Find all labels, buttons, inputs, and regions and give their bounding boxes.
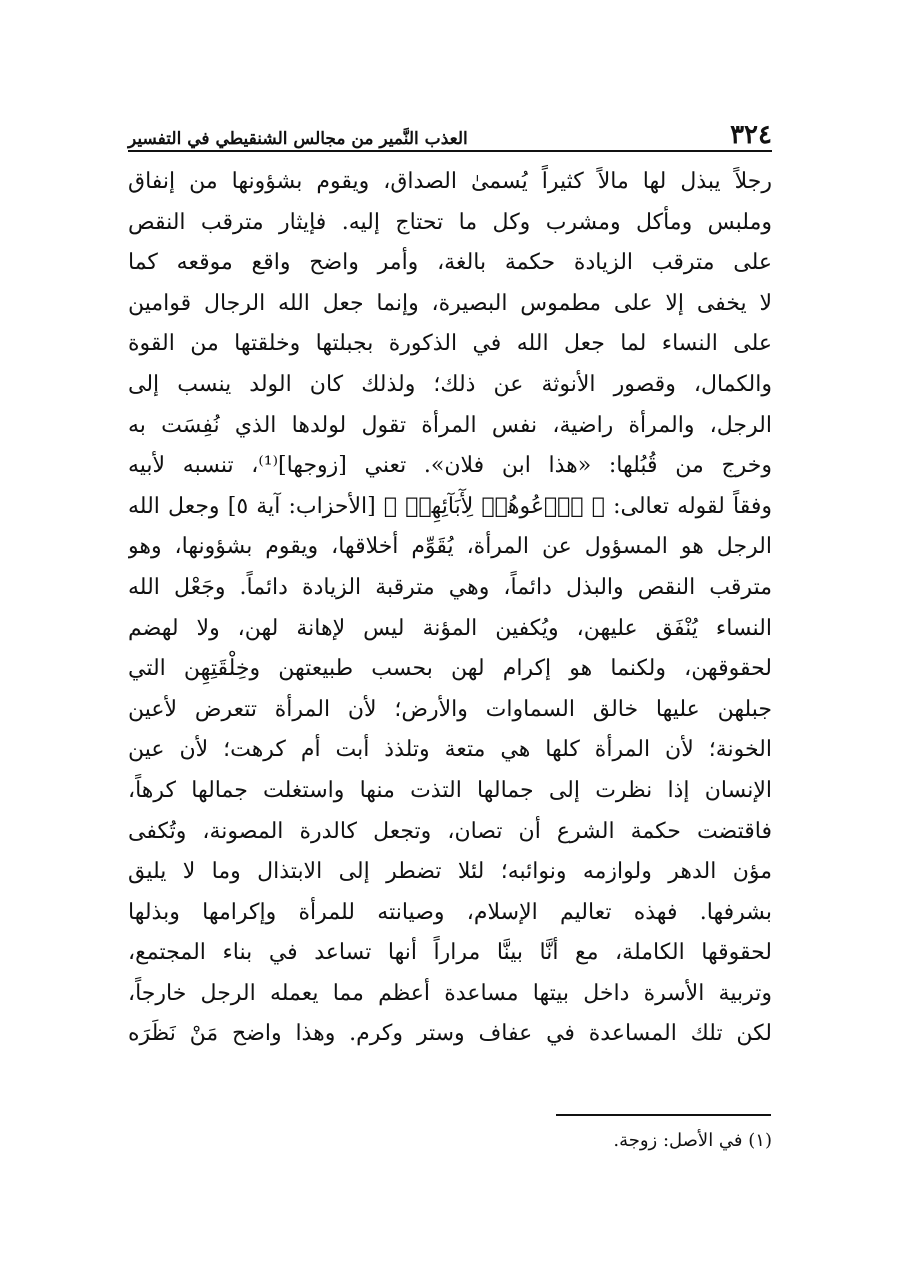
text-line: لا يخفى إلا على مطموس البصيرة، وإنما جعل الله الرجال قوامين: [128, 290, 772, 316]
text-line: لحقوقها الكاملة، مع أنَّا بينَّا مراراً أنها تساعد في بناء المجتمع،: [128, 940, 772, 966]
footnote-marker: (١): [748, 1130, 772, 1151]
text-line: لكن تلك المساعدة في عفاف وستر وكرم. وهذا واضح مَنْ نَظَرَه: [128, 1021, 772, 1047]
text-line: لحقوقهن، ولكنما هو إكرام لهن بحسب طبيعتهن وخِلْقَتِهِن التي: [128, 656, 772, 682]
text-line: وخرج من قُبُلها: «هذا ابن فلان». تعني [زوجها]⁽¹⁾، تنسبه لأبيه: [128, 453, 772, 479]
text-line: وملبس ومأكل ومشرب وكل ما تحتاج إليه. فإيثار مترقب النقص: [128, 209, 772, 235]
text-line: فاقتضت حكمة الشرع أن تصان، وتجعل كالدرة المصونة، وتُكفى: [128, 818, 772, 844]
text-line: رجلاً يبذل لها مالاً كثيراً يُسمىٰ الصداق، ويقوم بشؤونها من إنفاق: [128, 169, 772, 194]
text-line: على النساء لما جعل الله في الذكورة بجبلتها وخلقتها من القوة: [128, 331, 772, 357]
running-title: العذب النَّمير من مجالس الشنقيطي في التفسير: [128, 129, 468, 149]
text-line: وفقاً لقوله تعالى: ﴿ ٱدۡعُوهُمۡ لِأٓبَآئِهِمۡ ﴾ [الأحزاب: آية ٥] وجعل الله: [128, 493, 772, 519]
text-line: وتربية الأسرة داخل بيتها مساعدة أعظم مما يعمله الرجل خارجاً،: [128, 980, 772, 1006]
header-rule: [128, 150, 772, 152]
text-line: النساء يُنْفَق عليهن، ويُكفين المؤنة ليس لإهانة لهن، ولا لهضم: [128, 615, 772, 641]
text-line: على مترقب الزيادة حكمة بالغة، وأمر واضح واقع موقعه كما: [128, 250, 772, 276]
body-text: [128, 162, 772, 1055]
text-line: مترقب النقص والبذل دائماً، وهي مترقبة الزيادة دائماً. وجَعْل الله: [128, 574, 772, 600]
footnote-text: في الأصل: زوجة.: [613, 1130, 743, 1151]
text-line: والكمال، وقصور الأنوثة عن ذلك؛ ولذلك كان الولد ينسب إلى: [128, 371, 772, 397]
text-line: جبلهن عليها خالق السماوات والأرض؛ لأن المرأة تتعرض لأعين: [128, 696, 772, 722]
text-line: الخونة؛ لأن المرأة كلها هي متعة وتلذذ أبت أم كرهت؛ لأن عين: [128, 737, 772, 763]
text-line: مؤن الدهر ولوازمه ونوائبه؛ لئلا تضطر إلى الابتذال وما لا يليق: [128, 859, 772, 885]
text-line: بشرفها. فهذه تعاليم الإسلام، وصيانته للمرأة وإكرامها وبذلها: [128, 899, 772, 925]
footnote: [128, 1128, 772, 1154]
page-number: ٣٢٤: [730, 120, 772, 150]
text-line: الإنسان إذا نظرت إلى جمالها التذت منها واستغلت جمالها كرهاً،: [128, 777, 772, 803]
text-line: الرجل، والمرأة راضية، نفس المرأة تقول لولدها الذي نُفِسَت به: [128, 412, 772, 438]
text-line: الرجل هو المسؤول عن المرأة، يُقَوِّم أخلاقها، ويقوم بشؤونها، وهو: [128, 534, 772, 560]
page-header: [128, 108, 772, 148]
footnote-rule: [556, 1114, 771, 1116]
